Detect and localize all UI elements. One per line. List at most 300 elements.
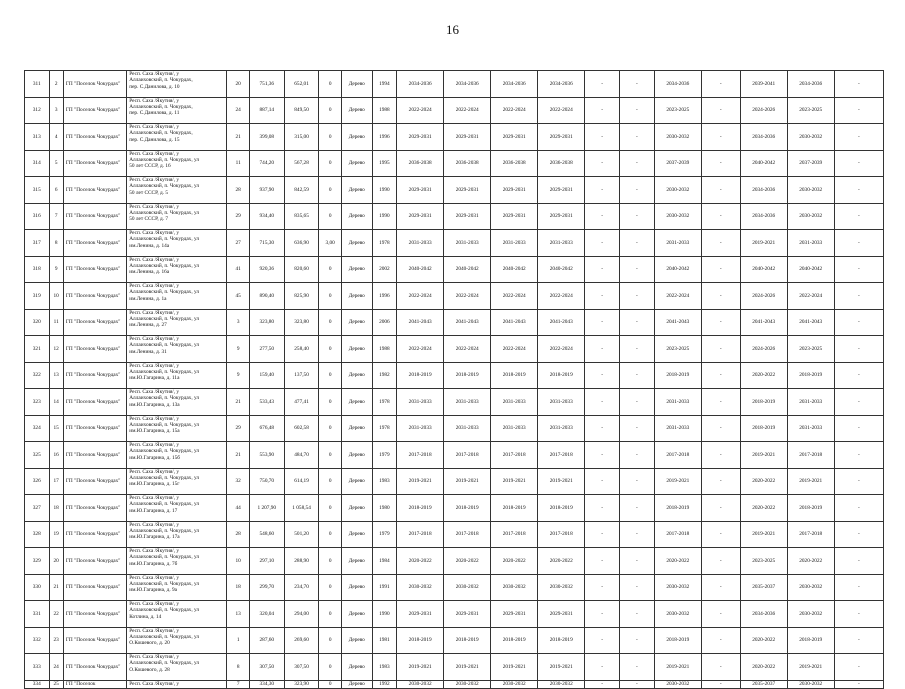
cell-count: 27 [227,230,249,257]
cell-wall-material: Дерево [341,601,372,628]
cell-organization: ГП "Поселок Чокурдах" [63,574,126,601]
address-line: им.Ленина, д. 31 [129,348,167,355]
address-line: Респ. Саха /Якутия/, у [129,71,180,77]
cell-period-9: 2020-2022 [740,362,787,389]
cell-index: 18 [49,495,63,522]
table-row [25,177,884,204]
cell-period-6: - [620,362,655,389]
cell-total-area: 399,08 [249,124,284,151]
cell-living-area: 477,41 [284,389,319,416]
cell-row-number: 323 [25,389,50,416]
cell-wear: 0 [319,283,341,310]
cell-period-4: 2029-2031 [538,177,585,204]
cell-period-8: - [701,415,740,442]
cell-period-7: 2018-2019 [654,495,701,522]
cell-wear: 0 [319,601,341,628]
cell-wall-material: Дерево [341,627,372,654]
cell-period-9: 2039-2041 [740,71,787,98]
cell-period-8: - [701,495,740,522]
cell-living-area: 835,65 [284,203,319,230]
cell-period-6: - [620,283,655,310]
table-row [25,442,884,469]
cell-total-area: 937,90 [249,177,284,204]
cell-period-3: 2029-2031 [491,177,538,204]
cell-year-built: 1980 [372,495,397,522]
cell-period-1: 2022-2024 [397,336,444,363]
cell-period-8: - [701,521,740,548]
cell-period-9: 2035-2037 [740,574,787,601]
cell-address [127,71,227,98]
cell-index: 10 [49,283,63,310]
cell-count: 24 [227,97,249,124]
cell-period-3: 2029-2031 [491,203,538,230]
cell-organization: ГП "Поселок Чокурдах" [63,495,126,522]
cell-count: 45 [227,283,249,310]
cell-wear: 0 [319,150,341,177]
cell-wear: 0 [319,468,341,495]
address-line: 50 лет СССР, д. 7 [129,216,169,223]
cell-period-3: 2031-2033 [491,389,538,416]
address-line: Респ. Саха /Якутия/, у [129,336,180,342]
cell-year-built: 1996 [372,124,397,151]
cell-total-area: 934,40 [249,203,284,230]
cell-period-4: 2040-2042 [538,256,585,283]
cell-address [127,495,227,522]
cell-row-number: 332 [25,627,50,654]
cell-period-1: 2029-2031 [397,124,444,151]
cell-period-10: 2019-2021 [787,654,834,681]
cell-year-built: 1996 [372,283,397,310]
cell-period-8: - [701,680,740,688]
cell-period-6: - [620,574,655,601]
cell-row-number: 313 [25,124,50,151]
cell-count: 44 [227,495,249,522]
cell-period-9: 2024-2026 [740,97,787,124]
address-line: Аллаиховский, п. Чокурдах, ул [129,315,200,322]
cell-period-11: - [834,256,883,283]
cell-period-6: - [620,521,655,548]
cell-total-area: 334,30 [249,680,284,688]
cell-period-10: 2040-2042 [787,256,834,283]
cell-period-5: - [585,389,620,416]
cell-total-area: 750,70 [249,468,284,495]
address-line: Респ. Саха /Якутия/, у [129,362,180,369]
cell-total-area: 287,60 [249,627,284,654]
address-line: Респ. Саха /Якутия/, у [129,309,180,316]
table-row [25,468,884,495]
cell-address [127,309,227,336]
cell-year-built: 1988 [372,97,397,124]
cell-year-built: 1991 [372,574,397,601]
cell-address [127,283,227,310]
cell-period-5: - [585,150,620,177]
address-line: Респ. Саха /Якутия/, у [129,521,180,528]
cell-period-1: 2019-2021 [397,468,444,495]
cell-organization: ГП "Поселок Чокурдах" [63,150,126,177]
cell-row-number: 325 [25,442,50,469]
address-line: им.Ю.Гагарина, д. 15г [129,481,180,488]
cell-period-4: 2029-2031 [538,124,585,151]
cell-period-4: 2018-2019 [538,627,585,654]
cell-period-6: - [620,627,655,654]
address-line: Аллаиховский, п. Чокурдах, ул [129,633,200,640]
cell-address [127,124,227,151]
cell-period-3: 2019-2021 [491,654,538,681]
cell-period-3: 2036-2038 [491,150,538,177]
cell-organization: ГП "Поселок Чокурдах" [63,283,126,310]
cell-period-11: - [834,150,883,177]
cell-living-area: 307,50 [284,654,319,681]
address-line: Аллаиховский, п. Чокурдах, ул [129,421,200,428]
cell-count: 20 [227,71,249,98]
cell-period-1: 2031-2033 [397,389,444,416]
cell-index: 8 [49,230,63,257]
table-row [25,336,884,363]
cell-period-1: 2036-2038 [397,150,444,177]
cell-period-7: 2019-2021 [654,654,701,681]
cell-living-area: 294,00 [284,601,319,628]
cell-wall-material: Дерево [341,71,372,98]
cell-period-3: 2017-2018 [491,442,538,469]
cell-row-number: 331 [25,601,50,628]
address-line: им.Ю.Гагарина, д. 17 [129,507,178,514]
cell-total-area: 676,48 [249,415,284,442]
cell-wall-material: Дерево [341,230,372,257]
cell-index: 13 [49,362,63,389]
cell-organization: ГП "Поселок Чокурдах" [63,336,126,363]
cell-wear: 0 [319,309,341,336]
cell-row-number: 320 [25,309,50,336]
cell-period-2: 2029-2031 [444,124,491,151]
cell-period-9: 2018-2019 [740,415,787,442]
cell-period-4: 2018-2019 [538,362,585,389]
cell-period-2: 2017-2018 [444,521,491,548]
cell-period-5: - [585,495,620,522]
cell-wall-material: Дерево [341,468,372,495]
cell-address [127,256,227,283]
table-row [25,627,884,654]
address-line: Респ. Саха /Якутия/, у [129,442,180,448]
cell-total-area: 159,40 [249,362,284,389]
address-line: Респ. Саха /Якутия/, у [129,177,180,183]
cell-index: 4 [49,124,63,151]
address-line: Респ. Саха /Якутия/, у [129,681,180,687]
cell-period-8: - [701,468,740,495]
cell-period-4: 2019-2021 [538,654,585,681]
cell-wall-material: Дерево [341,177,372,204]
cell-period-6: - [620,680,655,688]
cell-year-built: 1979 [372,442,397,469]
cell-period-4: 2029-2031 [538,203,585,230]
address-line: им.Ленина, д. 1а [129,295,167,302]
cell-period-7: 2023-2025 [654,336,701,363]
cell-period-11: - [834,71,883,98]
cell-period-1: 2022-2024 [397,283,444,310]
cell-period-6: - [620,336,655,363]
cell-period-11: - [834,415,883,442]
cell-living-area: 820,60 [284,256,319,283]
cell-period-2: 2022-2024 [444,336,491,363]
address-line: Аллаиховский, п. Чокурдах, [129,103,193,110]
address-line: Аллаиховский, п. Чокурдах, ул [129,289,200,296]
cell-year-built: 1990 [372,203,397,230]
cell-period-3: 2020-2022 [491,548,538,575]
cell-period-3: 2034-2036 [491,71,538,98]
cell-period-8: - [701,627,740,654]
cell-year-built: 1981 [372,627,397,654]
cell-living-area: 825,90 [284,283,319,310]
cell-period-3: 2031-2033 [491,415,538,442]
cell-period-11: - [834,283,883,310]
cell-period-5: - [585,203,620,230]
cell-living-area: 567,28 [284,150,319,177]
cell-period-5: - [585,97,620,124]
cell-period-9: 2024-2026 [740,283,787,310]
cell-index: 24 [49,654,63,681]
address-line: им.Ленина, д. 16а [129,269,170,276]
cell-address [127,389,227,416]
cell-period-8: - [701,230,740,257]
table-row [25,680,884,688]
cell-index: 22 [49,601,63,628]
cell-index: 15 [49,415,63,442]
cell-period-4: 2034-2036 [538,71,585,98]
cell-period-4: 2017-2018 [538,521,585,548]
table-row [25,574,884,601]
cell-period-10: 2030-2032 [787,601,834,628]
cell-period-5: - [585,230,620,257]
cell-living-area: 652,01 [284,71,319,98]
cell-period-7: 2031-2033 [654,389,701,416]
cell-period-2: 2020-2022 [444,548,491,575]
cell-organization: ГП "Поселок Чокурдах" [63,309,126,336]
cell-period-1: 2041-2043 [397,309,444,336]
cell-period-1: 2018-2019 [397,627,444,654]
cell-period-10: 2022-2024 [787,283,834,310]
cell-wall-material: Дерево [341,521,372,548]
cell-year-built: 1988 [372,336,397,363]
cell-count: 8 [227,654,249,681]
cell-total-area: 533,43 [249,389,284,416]
address-line: им.Ю.Гагарина, д. 7б [129,560,178,567]
cell-wall-material: Дерево [341,389,372,416]
cell-count: 28 [227,521,249,548]
cell-period-6: - [620,230,655,257]
address-line: им.Ю.Гагарина, д. 11а [129,375,180,382]
cell-period-3: 2030-2032 [491,574,538,601]
cell-index: 2 [49,71,63,98]
cell-organization: ГП "Поселок Чокурдах" [63,230,126,257]
cell-count: 10 [227,548,249,575]
cell-period-2: 2041-2043 [444,309,491,336]
cell-period-5: - [585,309,620,336]
cell-period-6: - [620,389,655,416]
cell-period-2: 2022-2024 [444,97,491,124]
table-row [25,362,884,389]
cell-year-built: 1982 [372,362,397,389]
cell-living-area: 501,20 [284,521,319,548]
table-body [25,71,884,689]
cell-wear: 0 [319,680,341,688]
address-line: им.Ю.Гагарина, д. 15а [129,428,180,435]
table-row [25,415,884,442]
cell-period-1: 2019-2021 [397,654,444,681]
cell-period-3: 2041-2043 [491,309,538,336]
cell-organization: ГП "Поселок Чокурдах" [63,71,126,98]
cell-period-3: 2022-2024 [491,283,538,310]
cell-year-built: 1978 [372,389,397,416]
cell-wear: 0 [319,521,341,548]
cell-period-3: 2029-2031 [491,124,538,151]
cell-period-10: 2030-2032 [787,680,834,688]
cell-count: 21 [227,442,249,469]
cell-period-7: 2017-2018 [654,442,701,469]
cell-wear: 0 [319,548,341,575]
cell-period-9: 2019-2021 [740,521,787,548]
cell-period-2: 2022-2024 [444,283,491,310]
cell-period-9: 2034-2036 [740,124,787,151]
cell-period-10: 2020-2022 [787,548,834,575]
cell-period-10: 2030-2032 [787,124,834,151]
address-line: им.Ю.Гагарина, д. 9а [129,587,177,594]
cell-period-8: - [701,442,740,469]
cell-row-number: 328 [25,521,50,548]
cell-index: 5 [49,150,63,177]
table-row [25,230,884,257]
address-line: им.Ю.Гагарина, д. 17а [129,534,180,541]
address-line: Аллаиховский, п. Чокурдах, [129,130,193,137]
address-line: Респ. Саха /Якутия/, у [129,124,180,130]
cell-count: 21 [227,124,249,151]
cell-living-area: 234,70 [284,574,319,601]
cell-wall-material: Дерево [341,548,372,575]
cell-organization: ГП "Поселок Чокурдах" [63,256,126,283]
cell-period-7: 2031-2033 [654,230,701,257]
cell-period-2: 2018-2019 [444,362,491,389]
cell-year-built: 1983 [372,468,397,495]
cell-period-7: 2030-2032 [654,124,701,151]
cell-row-number: 329 [25,548,50,575]
cell-period-7: 2030-2032 [654,680,701,688]
cell-period-2: 2017-2018 [444,442,491,469]
cell-period-5: - [585,548,620,575]
cell-period-10: 2031-2033 [787,389,834,416]
cell-period-11: - [834,442,883,469]
cell-row-number: 319 [25,283,50,310]
cell-row-number: 324 [25,415,50,442]
cell-period-3: 2029-2031 [491,601,538,628]
cell-period-6: - [620,177,655,204]
cell-period-2: 2019-2021 [444,468,491,495]
cell-period-2: 2031-2033 [444,230,491,257]
cell-organization: ГП "Поселок Чокурдах" [63,442,126,469]
cell-period-10: 2031-2033 [787,230,834,257]
cell-period-5: - [585,124,620,151]
cell-year-built: 1995 [372,150,397,177]
cell-address [127,150,227,177]
cell-count: 9 [227,336,249,363]
cell-period-4: 2020-2022 [538,548,585,575]
cell-period-11: - [834,389,883,416]
cell-period-1: 2030-2032 [397,680,444,688]
address-line: Аллаиховский, п. Чокурдах, ул [129,527,200,534]
cell-period-4: 2022-2024 [538,97,585,124]
cell-period-4: 2022-2024 [538,336,585,363]
address-line: Аллаиховский, п. Чокурдах, ул [129,501,200,508]
address-line: 50 лет СССР, д. 16 [129,163,171,170]
cell-period-9: 2034-2036 [740,177,787,204]
cell-count: 7 [227,680,249,688]
address-line: пер. С.Данилова, д. 11 [129,110,180,117]
address-line: им.Ю.Гагарина, д. 13а [129,401,180,408]
cell-period-2: 2019-2021 [444,654,491,681]
cell-total-area: 744,20 [249,150,284,177]
cell-wear: 0 [319,627,341,654]
address-line: Респ. Саха /Якутия/, у [129,548,180,554]
cell-year-built: 1979 [372,521,397,548]
cell-total-area: 297,10 [249,548,284,575]
cell-row-number: 326 [25,468,50,495]
cell-period-7: 2018-2019 [654,627,701,654]
cell-wear: 0 [319,442,341,469]
cell-period-8: - [701,97,740,124]
cell-total-area: 307,50 [249,654,284,681]
cell-count: 28 [227,177,249,204]
cell-period-5: - [585,468,620,495]
cell-period-6: - [620,309,655,336]
cell-period-5: - [585,680,620,688]
cell-address [127,654,227,681]
address-line: 50 лет СССР, д. 5 [129,189,169,196]
cell-year-built: 1984 [372,548,397,575]
address-line: Аллаиховский, п. Чокурдах, ул [129,236,200,243]
cell-period-1: 2034-2036 [397,71,444,98]
cell-period-1: 2018-2019 [397,495,444,522]
cell-address [127,548,227,575]
cell-wall-material: Дерево [341,150,372,177]
address-line: Респ. Саха /Якутия/, у [129,654,180,660]
cell-period-6: - [620,601,655,628]
cell-period-6: - [620,654,655,681]
cell-year-built: 2006 [372,309,397,336]
table-row [25,495,884,522]
cell-living-area: 258,40 [284,336,319,363]
cell-period-10: 2018-2019 [787,362,834,389]
cell-period-3: 2022-2024 [491,97,538,124]
cell-period-2: 2029-2031 [444,203,491,230]
cell-period-1: 2031-2033 [397,230,444,257]
address-line: Аллаиховский, п. Чокурдах, ул [129,474,200,481]
address-line: Аллаиховский, п. Чокурдах, ул [129,262,200,269]
cell-address [127,442,227,469]
cell-wall-material: Дерево [341,415,372,442]
cell-living-area: 636,90 [284,230,319,257]
cell-period-6: - [620,442,655,469]
address-line: Аллаиховский, п. Чокурдах, ул [129,183,200,190]
cell-period-4: 2017-2018 [538,442,585,469]
table-row [25,256,884,283]
cell-count: 32 [227,468,249,495]
cell-wall-material: Дерево [341,336,372,363]
cell-period-2: 2030-2032 [444,680,491,688]
cell-wear: 3,00 [319,230,341,257]
cell-year-built: 1994 [372,71,397,98]
cell-living-area: 137,50 [284,362,319,389]
cell-period-6: - [620,71,655,98]
cell-year-built: 1990 [372,601,397,628]
address-line: им.Ленина, д. 27 [129,322,167,329]
cell-index: 16 [49,442,63,469]
